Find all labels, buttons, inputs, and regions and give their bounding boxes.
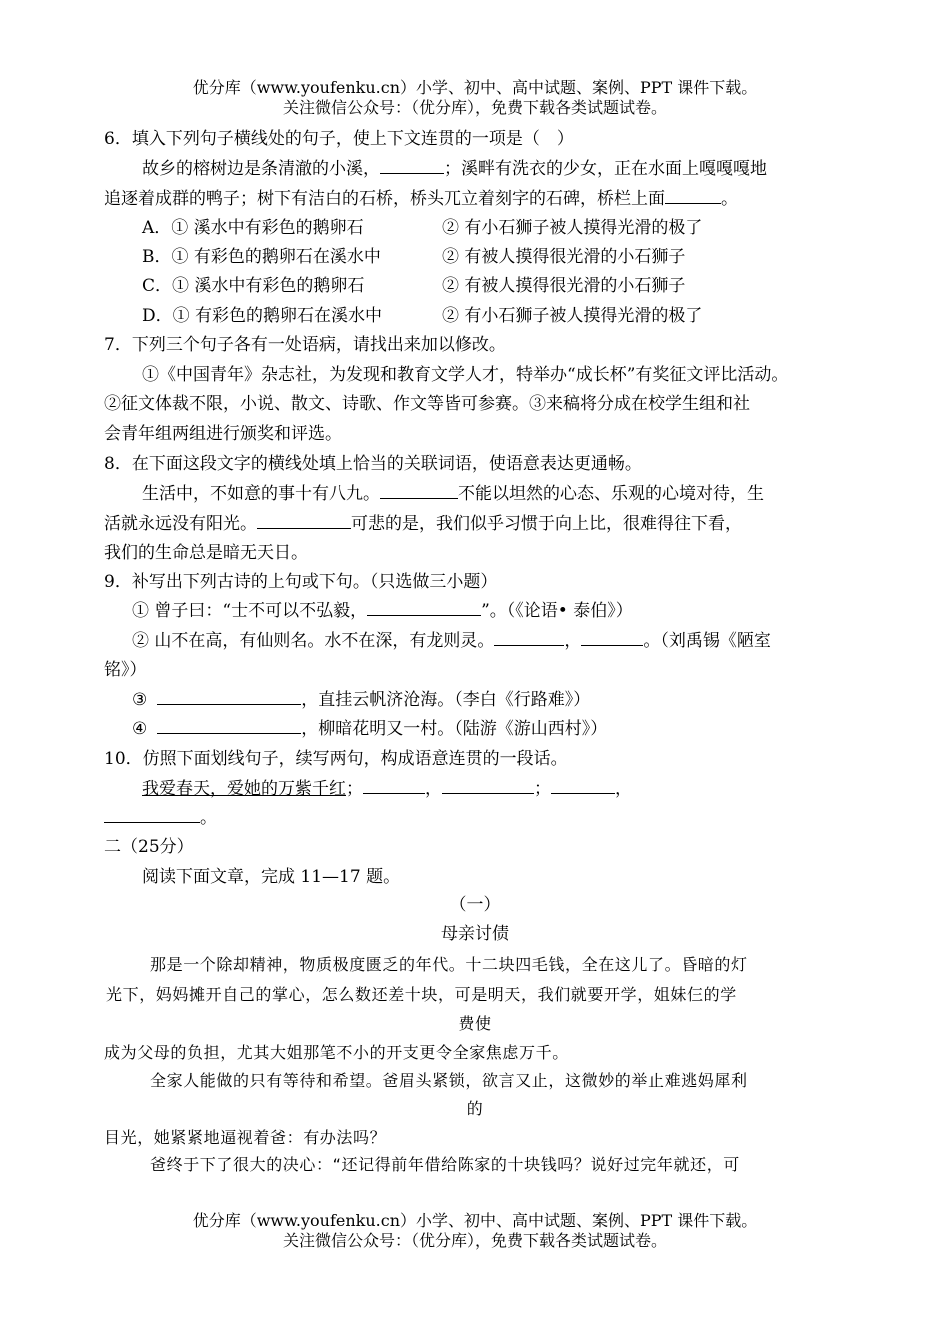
article-p2-line-1: 全家人能做的只有等待和希望。爸眉头紧锁，欲言又止，这微妙的举止难逃妈犀利 xyxy=(150,1071,748,1090)
q10-blank-4[interactable] xyxy=(104,806,200,823)
q9-blank-2[interactable] xyxy=(494,629,564,646)
q9-blank-1[interactable] xyxy=(367,599,481,616)
q9-item-1: ① 曾子曰：“士不可以不弘毅， ”。（《论语• 泰伯》） xyxy=(132,601,633,621)
q10-model-sentence: 我爱春天，爱她的万紫千红 xyxy=(142,779,346,799)
q9-stem: 9．补写出下列古诗的上句或下句。（只选做三小题） xyxy=(104,572,498,592)
q8-line-2: 活就永远没有阳光。 可悲的是，我们似乎习惯于向上比，很难得往下看， xyxy=(104,514,742,534)
q10-blank-2[interactable] xyxy=(442,777,534,794)
q10-line-2: 。 xyxy=(104,806,217,830)
article-p1-line-2: 光下，妈妈摊开自己的掌心，怎么数还差十块，可是明天，我们就要开学，姐妹仨的学 xyxy=(106,985,737,1004)
article-title: 母亲讨债 xyxy=(441,924,509,944)
q9-blank-4[interactable] xyxy=(157,688,301,705)
q9-blank-3[interactable] xyxy=(581,629,643,646)
q6-option-c[interactable]: C．① 溪水中有彩色的鹅卵石 ② 有被人摸得很光滑的小石狮子 xyxy=(142,276,686,296)
q8-line-3: 我们的生命总是暗无天日。 xyxy=(104,543,308,563)
q9-item-4: ④ ，柳暗花明又一村。（陆游《游山西村》） xyxy=(132,719,608,739)
q6-passage-line-2: 追逐着成群的鸭子；树下有洁白的石桥，桥头兀立着刻字的石碑，桥栏上面 。 xyxy=(104,189,738,209)
q7-line-2: ②征文体裁不限，小说、散文、诗歌、作文等皆可参赛。③来稿将分成在校学生组和社 xyxy=(104,394,750,414)
q8-line-1: 生活中，不如意的事十有八九。 不能以坦然的心态、乐观的心境对待，生 xyxy=(142,484,764,504)
section-2-title: 二（25分） xyxy=(104,837,194,857)
q6-option-a[interactable]: A．① 溪水中有彩色的鹅卵石 ② 有小石狮子被人摸得光滑的极了 xyxy=(142,218,703,238)
q10-blank-1[interactable] xyxy=(363,777,425,794)
article-p2-line-2: 的 xyxy=(466,1099,484,1118)
header-line-2: 关注微信公众号：（优分库），免费下载各类试题试卷。 xyxy=(282,98,667,117)
q10-stem: 10．仿照下面划线句子，续写两句，构成语意连贯的一段话。 xyxy=(104,749,568,769)
q6-blank-2[interactable] xyxy=(665,187,721,204)
q10-blank-3[interactable] xyxy=(551,777,615,794)
header-line-1: 优分库（www.youfenku.cn）小学、初中、高中试题、案例、PPT 课件下载。 xyxy=(192,78,758,97)
q10-line-1: 我爱春天，爱她的万紫千红； ， ； ， xyxy=(142,779,632,799)
q8-blank-1[interactable] xyxy=(380,482,458,499)
q6-stem: 6．填入下列句子横线处的句子，使上下文连贯的一项是（ ） xyxy=(104,129,574,149)
article-p1-line-4: 成为父母的负担，尤其大姐那笔不小的开支更令全家焦虑万千。 xyxy=(104,1043,569,1062)
q7-line-1: ①《中国青年》杂志社，为发现和教育文学人才，特举办“成长杯”有奖征文评比活动。 xyxy=(142,365,789,385)
q8-stem: 8．在下面这段文字的横线处填上恰当的关联词语，使语意表达更通畅。 xyxy=(104,454,642,474)
q7-line-3: 会青年组两组进行颁奖和评选。 xyxy=(104,424,342,444)
q6-blank-1[interactable] xyxy=(380,157,444,174)
q6-option-b[interactable]: B．① 有彩色的鹅卵石在溪水中 ② 有被人摸得很光滑的小石狮子 xyxy=(142,247,686,267)
footer-line-2: 关注微信公众号：（优分库），免费下载各类试题试卷。 xyxy=(282,1231,667,1250)
q7-stem: 7．下列三个句子各有一处语病，请找出来加以修改。 xyxy=(104,335,506,355)
q9-blank-5[interactable] xyxy=(157,717,301,734)
article-p1-line-3: 费使 xyxy=(458,1014,492,1033)
article-p1-line-1: 那是一个除却精神，物质极度匮乏的年代。十二块四毛钱，全在这儿了。昏暗的灯 xyxy=(150,955,748,974)
section-2-part-label: （一） xyxy=(449,895,501,915)
q8-blank-2[interactable] xyxy=(257,512,351,529)
article-p2-line-3: 目光，她紧紧地逼视着爸：有办法吗？ xyxy=(104,1128,387,1147)
section-2-intro: 阅读下面文章，完成 11—17 题。 xyxy=(142,867,401,887)
q9-item-2: ② 山不在高，有仙则名。水不在深，有龙则灵。 ， 。（刘禹锡《陋室 xyxy=(132,631,771,651)
q6-passage-line-1: 故乡的榕树边是条清澈的小溪， ；溪畔有洗衣的少女，正在水面上嘎嘎嘎地 xyxy=(142,159,767,179)
q9-item-2-cont: 铭》） xyxy=(104,660,147,680)
article-p3-line-1: 爸终于下了很大的决心：“还记得前年借给陈家的十块钱吗？说好过完年就还，可 xyxy=(150,1155,740,1174)
q6-option-d[interactable]: D．① 有彩色的鹅卵石在溪水中 ② 有小石狮子被人摸得光滑的极了 xyxy=(142,306,703,326)
footer-line-1: 优分库（www.youfenku.cn）小学、初中、高中试题、案例、PPT 课件下载。 xyxy=(192,1211,758,1230)
q9-item-3: ③ ，直挂云帆济沧海。（李白《行路难》） xyxy=(132,690,591,710)
